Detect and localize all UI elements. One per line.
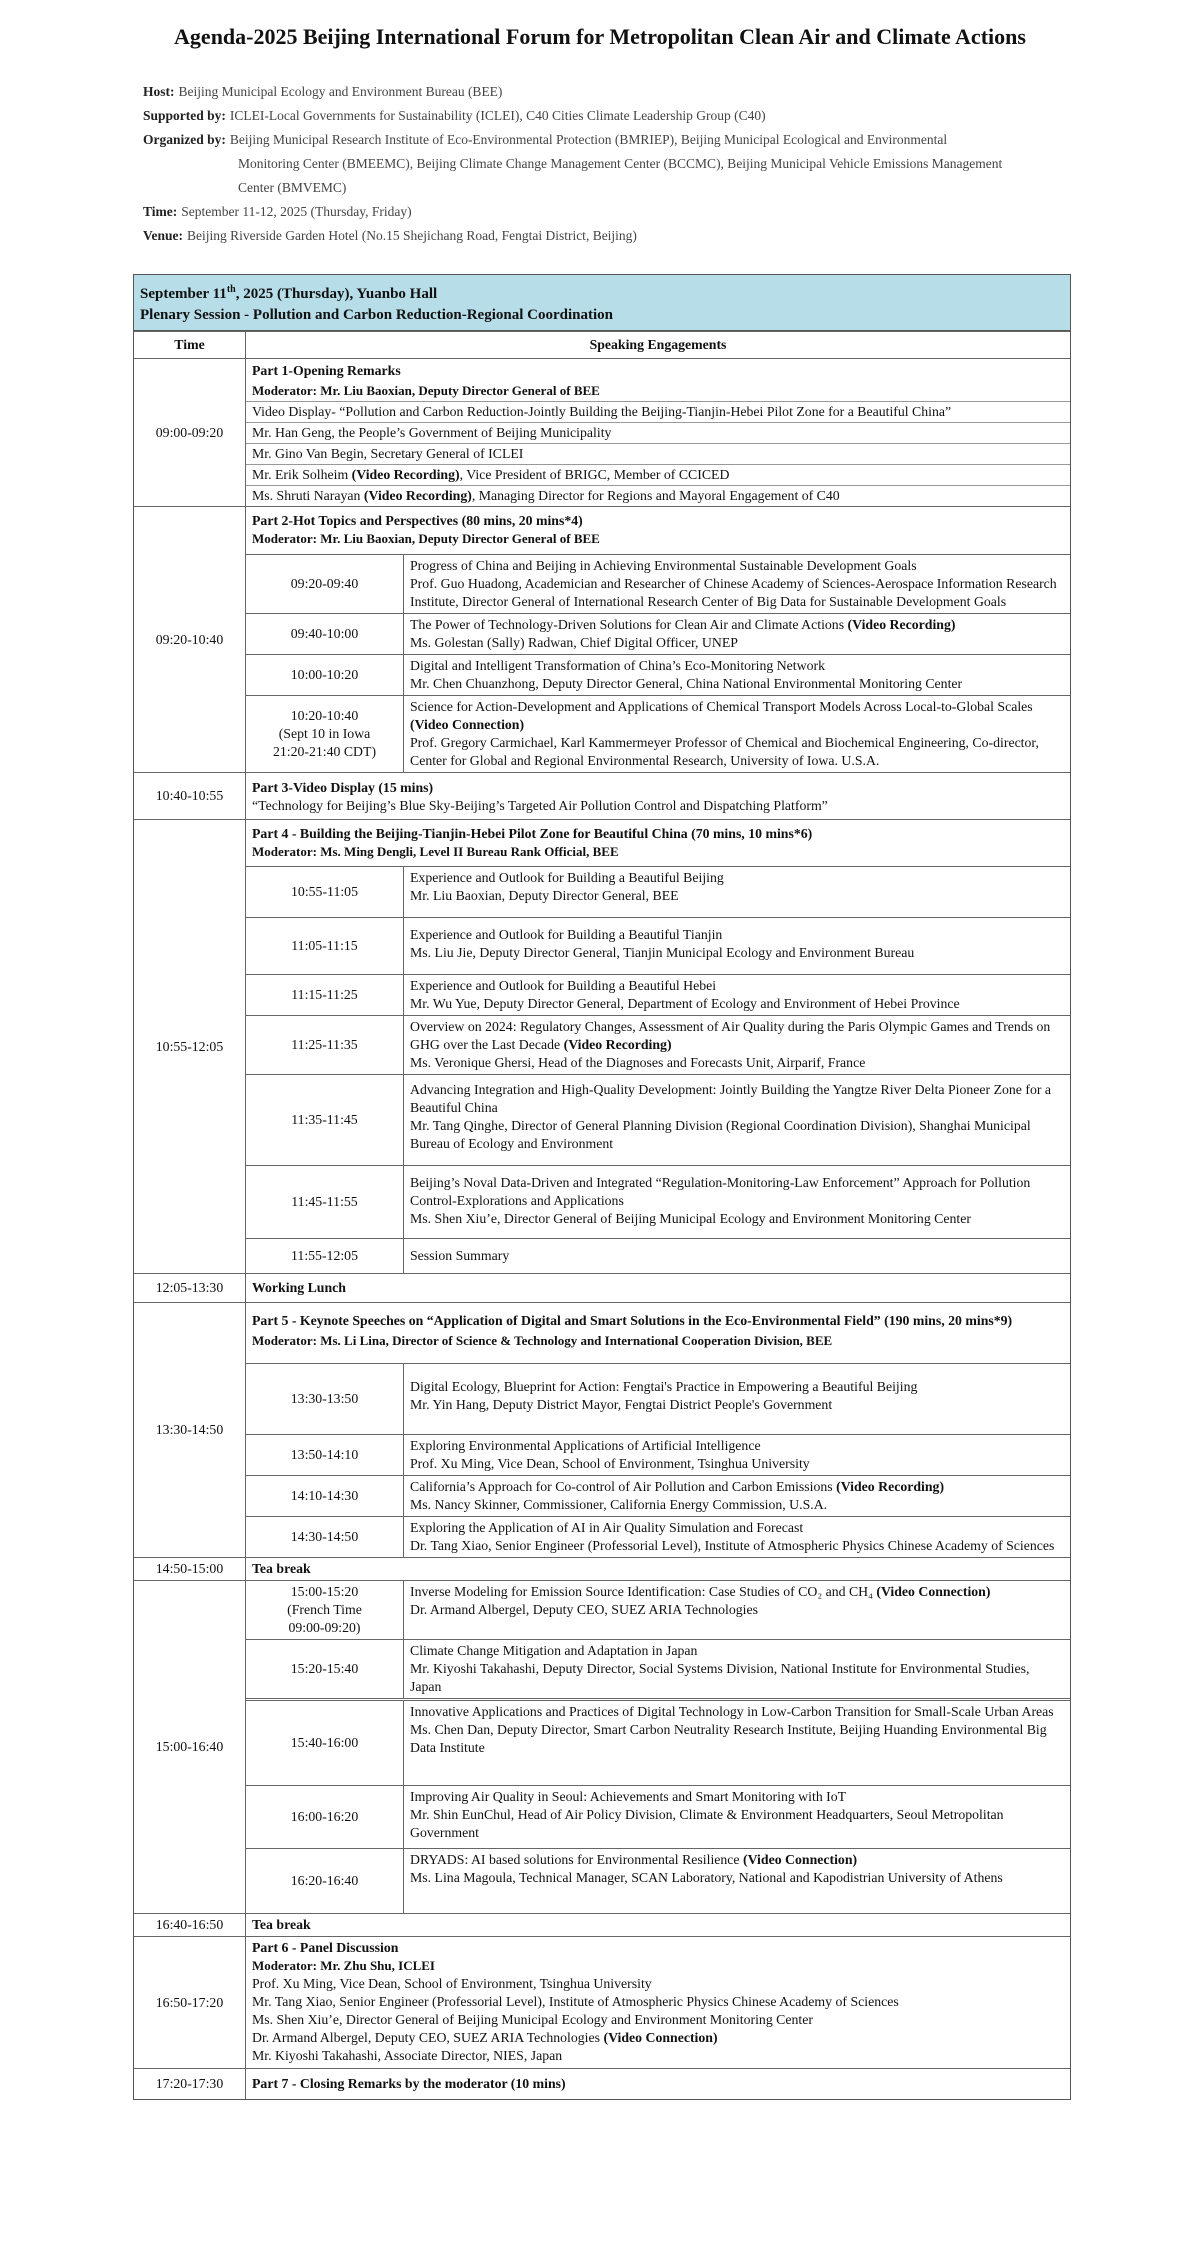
session-slot bbox=[246, 1848, 1070, 1913]
talk-title: Climate Change Mitigation and Adaptation in Japan bbox=[410, 1643, 698, 1658]
host-value: Beijing Municipal Ecology and Environment Bureau (BEE) bbox=[178, 84, 503, 99]
slot-time: 14:10-14:30 bbox=[246, 1476, 404, 1516]
slot-time: 11:35-11:45 bbox=[246, 1075, 404, 1165]
slot-time: 15:40-16:00 bbox=[246, 1701, 404, 1785]
video-tag: (Video Recording) bbox=[363, 488, 472, 503]
slot-content bbox=[404, 1581, 1070, 1639]
slot-time: 11:15-11:25 bbox=[246, 975, 404, 1015]
talk-speaker: Prof. Xu Ming, Vice Dean, School of Environment, Tsinghua University bbox=[410, 1456, 810, 1471]
slot-time: 09:20-09:40 bbox=[246, 555, 404, 613]
slot-content bbox=[404, 918, 1070, 974]
session-slot bbox=[246, 1581, 1070, 1639]
slot-time: 15:20-15:40 bbox=[246, 1640, 404, 1698]
slot-time: 13:50-14:10 bbox=[246, 1435, 404, 1475]
video-tag: (Video Connection) bbox=[743, 1852, 858, 1867]
panelist-name: Dr. Armand Albergel, Deputy CEO, SUEZ ARIA Technologies bbox=[252, 2030, 604, 2045]
talk-speaker: Mr. Kiyoshi Takahashi, Deputy Director, Social Systems Division, National Institute for Environmental Studies, Japan bbox=[410, 1661, 1030, 1694]
slot-time: 11:55-12:05 bbox=[246, 1239, 404, 1273]
talk-speaker: Dr. Armand Albergel, Deputy CEO, SUEZ ARIA Technologies bbox=[410, 1602, 759, 1617]
part5-moderator: Moderator: Ms. Li Lina, Director of Science & Technology and International Cooperation Division, BEE bbox=[252, 1333, 833, 1348]
slot-time-local: (Sept 10 in Iowa bbox=[278, 726, 371, 741]
session-slot bbox=[246, 866, 1070, 917]
talk-speaker: Mr. Liu Baoxian, Deputy Director General, BEE bbox=[410, 888, 679, 903]
panelist bbox=[252, 2029, 1064, 2047]
talk-title: Experience and Outlook for Building a Beautiful Beijing bbox=[410, 870, 724, 885]
part1-line: Mr. Gino Van Begin, Secretary General of ICLEI bbox=[246, 443, 1070, 464]
slot-time-local: (French Time bbox=[287, 1602, 362, 1617]
talk-title bbox=[410, 1583, 1064, 1601]
time-part7: 17:20-17:30 bbox=[134, 2068, 246, 2099]
slot-content bbox=[404, 1075, 1070, 1165]
time-tea1: 14:50-15:00 bbox=[134, 1557, 246, 1580]
talk-title: Session Summary bbox=[410, 1248, 510, 1263]
talk-title bbox=[410, 698, 1064, 734]
talk-title-text: Inverse Modeling for Emission Source Identification: Case Studies of CO₂ and CH₄ bbox=[410, 1584, 877, 1599]
slot-time: 16:00-16:20 bbox=[246, 1786, 404, 1848]
video-tag: (Video Recording) bbox=[351, 467, 460, 482]
slot-content bbox=[404, 1016, 1070, 1074]
talk-title: Exploring the Application of AI in Air Quality Simulation and Forecast bbox=[410, 1520, 804, 1535]
page-title: Agenda-2025 Beijing International Forum for Metropolitan Clean Air and Climate Actions bbox=[174, 24, 1026, 49]
talk-title-text: The Power of Technology-Driven Solutions for Clean Air and Climate Actions bbox=[410, 617, 848, 632]
slot-content bbox=[404, 1849, 1070, 1913]
part1-title: Part 1-Opening Remarks bbox=[252, 363, 401, 378]
tea1-title: Tea break bbox=[246, 1557, 1070, 1580]
talk-speaker: Dr. Tang Xiao, Senior Engineer (Professorial Level), Institute of Atmospheric Physics Chinese Academy of Sciences bbox=[410, 1538, 1055, 1553]
talk-title-text: DRYADS: AI based solutions for Environmental Resilience bbox=[410, 1852, 744, 1867]
slot-time: 10:55-11:05 bbox=[246, 867, 404, 917]
time-part4: 10:55-12:05 bbox=[134, 819, 246, 1273]
session-slot bbox=[246, 613, 1070, 654]
slot-time: 11:45-11:55 bbox=[246, 1166, 404, 1238]
talk-speaker: Prof. Guo Huadong, Academician and Researcher of Chinese Academy of Sciences-Aerospace Information Research Institute, Director General of International Research Center of Big Data for Sustainable Development Goals bbox=[410, 576, 1057, 609]
organized-label: Organized by: bbox=[143, 132, 226, 147]
part3-line: “Technology for Beijing’s Blue Sky-Beijing’s Targeted Air Pollution Control and Dispatching Platform” bbox=[252, 798, 828, 813]
part2-heading bbox=[246, 507, 1070, 554]
slot-time bbox=[246, 696, 404, 772]
speaker: Ms. Shruti Narayan bbox=[252, 488, 364, 503]
speaker-title: , Vice President of BRIGC, Member of CCICED bbox=[459, 467, 730, 482]
talk-title: Exploring Environmental Applications of Artificial Intelligence bbox=[410, 1438, 761, 1453]
speaker: Mr. Erik Solheim bbox=[252, 467, 352, 482]
talk-speaker: Mr. Tang Qinghe, Director of General Planning Division (Regional Coordination Division), Shanghai Municipal Bureau of Ecology and Environment bbox=[410, 1118, 1031, 1151]
session-slot bbox=[246, 1475, 1070, 1516]
talk-title: Experience and Outlook for Building a Beautiful Tianjin bbox=[410, 927, 723, 942]
tea2-title: Tea break bbox=[246, 1913, 1070, 1936]
slot-time: 10:00-10:20 bbox=[246, 655, 404, 695]
session-title: Plenary Session - Pollution and Carbon Reduction-Regional Coordination bbox=[140, 307, 613, 323]
date-suffix: th bbox=[226, 284, 236, 295]
talk-title bbox=[410, 616, 1064, 634]
session-slot bbox=[246, 1074, 1070, 1165]
time-part5: 13:30-14:50 bbox=[134, 1302, 246, 1557]
talk-speaker: Mr. Shin EunChul, Head of Air Policy Division, Climate & Environment Headquarters, Seoul Metropolitan Government bbox=[410, 1807, 1004, 1840]
talk-speaker: Mr. Wu Yue, Deputy Director General, Department of Ecology and Environment of Hebei Province bbox=[410, 996, 960, 1011]
session-slot bbox=[246, 1434, 1070, 1475]
talk-title: Innovative Applications and Practices of Digital Technology in Low-Carbon Transition for Small-Scale Urban Areas bbox=[410, 1704, 1054, 1719]
video-tag: (Video Recording) bbox=[836, 1479, 945, 1494]
talk-title-text: Science for Action-Development and Applications of Chemical Transport Models Across Local-to-Global Scales bbox=[410, 699, 1033, 714]
part2-moderator: Moderator: Mr. Liu Baoxian, Deputy Director General of BEE bbox=[252, 531, 600, 546]
talk-speaker: Ms. Shen Xiu’e, Director General of Beijing Municipal Ecology and Environment Monitoring Center bbox=[410, 1211, 971, 1226]
part1-moderator: Moderator: Mr. Liu Baoxian, Deputy Director General of BEE bbox=[252, 383, 600, 398]
talk-title bbox=[410, 1851, 1064, 1869]
venue-value: Beijing Riverside Garden Hotel (No.15 Shejichang Road, Fengtai District, Beijing) bbox=[187, 228, 637, 243]
part5b-content bbox=[246, 1580, 1070, 1913]
session-slot bbox=[246, 1165, 1070, 1238]
part6-title: Part 6 - Panel Discussion bbox=[252, 1940, 399, 1955]
time-part5b: 15:00-16:40 bbox=[134, 1580, 246, 1913]
talk-title: Digital Ecology, Blueprint for Action: Fengtai's Practice in Empowering a Beautiful Beijing bbox=[410, 1379, 918, 1394]
agenda-table bbox=[133, 274, 1071, 2100]
slot-time-local: 09:00-09:20) bbox=[288, 1620, 361, 1635]
time-part2: 09:20-10:40 bbox=[134, 506, 246, 772]
time-part6: 16:50-17:20 bbox=[134, 1936, 246, 2068]
part5-title: Part 5 - Keynote Speeches on “Application of Digital and Smart Solutions in the Eco-Environmental Field” (190 mins, 20 mins*9) bbox=[252, 1313, 1013, 1328]
slot-content bbox=[404, 867, 1070, 917]
slot-content bbox=[404, 614, 1070, 654]
talk-speaker: Ms. Nancy Skinner, Commissioner, California Energy Commission, U.S.A. bbox=[410, 1497, 828, 1512]
part2-title: Part 2-Hot Topics and Perspectives (80 mins, 20 mins*4) bbox=[252, 513, 583, 528]
host-label: Host: bbox=[143, 84, 175, 99]
video-tag: (Video Recording) bbox=[847, 617, 956, 632]
talk-speaker: Mr. Yin Hang, Deputy District Mayor, Fengtai District People's Government bbox=[410, 1397, 833, 1412]
time-lunch: 12:05-13:30 bbox=[134, 1273, 246, 1302]
supported-value: ICLEI-Local Governments for Sustainability (ICLEI), C40 Cities Climate Leadership Group (C40) bbox=[229, 108, 766, 123]
organized-value-1: Beijing Municipal Research Institute of Eco-Environmental Protection (BMRIEP), Beijing Municipal Ecological and Environmental bbox=[229, 132, 948, 147]
organized-value-2: Monitoring Center (BMEEMC), Beijing Climate Change Management Center (BCCMC), Beijing Municipal Vehicle Emissions Management bbox=[238, 156, 1003, 171]
slot-time: 09:40-10:00 bbox=[246, 614, 404, 654]
speaker-title: , Managing Director for Regions and Mayoral Engagement of C40 bbox=[471, 488, 840, 503]
part7-title: Part 7 - Closing Remarks by the moderator (10 mins) bbox=[246, 2068, 1070, 2099]
session-slot bbox=[246, 917, 1070, 974]
part4-heading bbox=[246, 820, 1070, 866]
schedule-grid bbox=[133, 331, 1071, 2100]
video-tag: (Video Connection) bbox=[603, 2030, 718, 2045]
slot-time: 11:05-11:15 bbox=[246, 918, 404, 974]
supported-label: Supported by: bbox=[143, 108, 226, 123]
time-label: Time: bbox=[143, 204, 178, 219]
session-slot bbox=[246, 1363, 1070, 1434]
slot-content bbox=[404, 1701, 1070, 1785]
slot-content bbox=[404, 1476, 1070, 1516]
slot-content bbox=[404, 1640, 1070, 1698]
slot-time-main: 10:20-10:40 bbox=[290, 708, 359, 723]
time-value: September 11-12, 2025 (Thursday, Friday) bbox=[181, 204, 412, 219]
session-slot bbox=[246, 554, 1070, 613]
slot-time: 11:25-11:35 bbox=[246, 1016, 404, 1074]
talk-title: Beijing’s Noval Data-Driven and Integrated “Regulation-Monitoring-Law Enforcement” Approach for Pollution Control-Explorations and Applications bbox=[410, 1175, 1031, 1208]
talk-speaker: Ms. Chen Dan, Deputy Director, Smart Carbon Neutrality Research Institute, Beijing Huanding Environmental Big Data Institute bbox=[410, 1722, 1047, 1755]
talk-speaker: Mr. Chen Chuanzhong, Deputy Director General, China National Environmental Monitoring Center bbox=[410, 676, 963, 691]
part4-moderator: Moderator: Ms. Ming Dengli, Level II Bureau Rank Official, BEE bbox=[252, 844, 619, 859]
part4-content bbox=[246, 819, 1070, 1273]
talk-speaker: Ms. Golestan (Sally) Radwan, Chief Digital Officer, UNEP bbox=[410, 635, 738, 650]
talk-speaker: Ms. Liu Jie, Deputy Director General, Tianjin Municipal Ecology and Environment Bureau bbox=[410, 945, 915, 960]
slot-content bbox=[404, 655, 1070, 695]
part6-content bbox=[246, 1936, 1070, 2068]
time-part3: 10:40-10:55 bbox=[134, 772, 246, 819]
part1-line bbox=[246, 485, 1070, 506]
session-slot bbox=[246, 1698, 1070, 1785]
part1-content bbox=[246, 358, 1070, 506]
session-slot bbox=[246, 654, 1070, 695]
slot-time bbox=[246, 1581, 404, 1639]
part3-content bbox=[246, 772, 1070, 819]
talk-speaker: Prof. Gregory Carmichael, Karl Kammermeyer Professor of Chemical and Biochemical Engineering, Co-director, Center for Global and Regional Environmental Research, University of Iowa. U.S.A. bbox=[410, 735, 1039, 768]
talk-speaker: Ms. Lina Magoula, Technical Manager, SCAN Laboratory, National and Kapodistrian University of Athens bbox=[410, 1870, 1003, 1885]
slot-content bbox=[404, 1517, 1070, 1557]
slot-content bbox=[404, 975, 1070, 1015]
slot-time-local: 21:20-21:40 CDT) bbox=[272, 744, 377, 759]
session-hall: , 2025 (Thursday), Yuanbo Hall bbox=[235, 286, 438, 302]
part6-moderator: Moderator: Mr. Zhu Shu, ICLEI bbox=[252, 1958, 435, 1973]
lunch-title: Working Lunch bbox=[246, 1273, 1070, 1302]
part4-title: Part 4 - Building the Beijing-Tianjin-Hebei Pilot Zone for Beautiful China (70 mins, 10 mins*6) bbox=[252, 826, 813, 841]
slot-content bbox=[404, 555, 1070, 613]
talk-title: Digital and Intelligent Transformation of China’s Eco-Monitoring Network bbox=[410, 658, 825, 673]
panelist: Prof. Xu Ming, Vice Dean, School of Environment, Tsinghua University bbox=[252, 1976, 652, 1991]
slot-content bbox=[404, 696, 1070, 772]
panelist: Mr. Kiyoshi Takahashi, Associate Director, NIES, Japan bbox=[252, 2048, 563, 2063]
slot-content bbox=[404, 1166, 1070, 1238]
panelist: Ms. Shen Xiu’e, Director General of Beijing Municipal Ecology and Environment Monitoring Center bbox=[252, 2012, 813, 2027]
part5-heading bbox=[246, 1303, 1070, 1363]
video-tag: (Video Connection) bbox=[876, 1584, 991, 1599]
venue-label: Venue: bbox=[143, 228, 184, 243]
slot-time: 16:20-16:40 bbox=[246, 1849, 404, 1913]
video-tag: (Video Recording) bbox=[563, 1037, 672, 1052]
col-time-header: Time bbox=[134, 331, 246, 358]
slot-time: 13:30-13:50 bbox=[246, 1364, 404, 1434]
talk-title bbox=[410, 1478, 1064, 1496]
slot-content bbox=[404, 1435, 1070, 1475]
time-tea2: 16:40-16:50 bbox=[134, 1913, 246, 1936]
session-slot bbox=[246, 1785, 1070, 1848]
session-slot bbox=[246, 1015, 1070, 1074]
time-part1: 09:00-09:20 bbox=[134, 358, 246, 506]
session-slot bbox=[246, 1238, 1070, 1273]
part1-line: Mr. Han Geng, the People’s Government of Beijing Municipality bbox=[246, 422, 1070, 443]
slot-time-main: 15:00-15:20 bbox=[290, 1584, 359, 1599]
part2-content bbox=[246, 506, 1070, 772]
talk-title bbox=[410, 1018, 1064, 1054]
part3-title: Part 3-Video Display (15 mins) bbox=[252, 780, 434, 795]
slot-content bbox=[404, 1239, 1070, 1273]
session-slot bbox=[246, 974, 1070, 1015]
session-slot bbox=[246, 1516, 1070, 1557]
video-tag: (Video Connection) bbox=[410, 717, 525, 732]
part5-content bbox=[246, 1302, 1070, 1557]
talk-title: Progress of China and Beijing in Achieving Environmental Sustainable Development Goals bbox=[410, 558, 917, 573]
talk-title-text: Overview on 2024: Regulatory Changes, Assessment of Air Quality during the Paris Olympic Games and Trends on GHG over the Last Decade bbox=[410, 1019, 1051, 1052]
talk-title-text: California’s Approach for Co-control of Air Pollution and Carbon Emissions bbox=[410, 1479, 837, 1494]
slot-time: 14:30-14:50 bbox=[246, 1517, 404, 1557]
panelist: Mr. Tang Xiao, Senior Engineer (Professorial Level), Institute of Atmospheric Physics Chinese Academy of Sciences bbox=[252, 1994, 899, 2009]
slot-content bbox=[404, 1364, 1070, 1434]
session-slot bbox=[246, 695, 1070, 772]
talk-speaker: Ms. Veronique Ghersi, Head of the Diagnoses and Forecasts Unit, Airparif, France bbox=[410, 1055, 866, 1070]
session-date: September 11 bbox=[140, 286, 227, 302]
session-header bbox=[133, 274, 1071, 331]
session-slot bbox=[246, 1639, 1070, 1698]
organized-value-3: Center (BMVEMC) bbox=[238, 180, 347, 195]
part1-line bbox=[246, 464, 1070, 485]
event-info bbox=[143, 80, 1073, 248]
talk-title: Improving Air Quality in Seoul: Achievements and Smart Monitoring with IoT bbox=[410, 1789, 847, 1804]
part1-line: Video Display- “Pollution and Carbon Reduction-Jointly Building the Beijing-Tianjin-Hebei Pilot Zone for a Beautiful China” bbox=[246, 401, 1070, 422]
talk-title: Experience and Outlook for Building a Beautiful Hebei bbox=[410, 978, 717, 993]
col-speaking-header: Speaking Engagements bbox=[246, 331, 1070, 358]
talk-title: Advancing Integration and High-Quality Development: Jointly Building the Yangtze River Delta Pioneer Zone for a Beautiful China bbox=[410, 1082, 1052, 1115]
slot-content bbox=[404, 1786, 1070, 1848]
